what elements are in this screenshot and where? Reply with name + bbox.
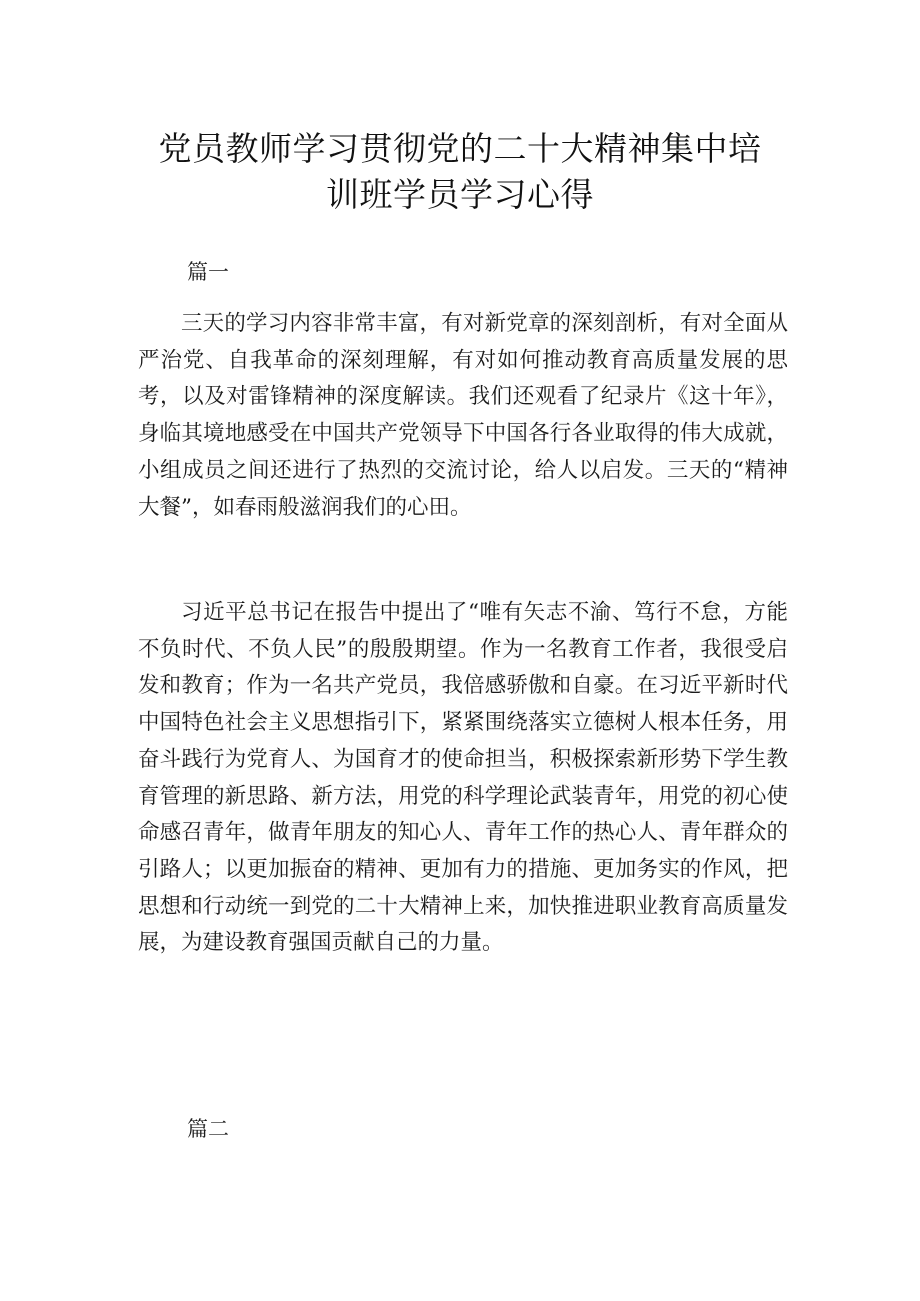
document-title-line-1: 党员教师学习贯彻党的二十大精神集中培 [158,129,762,168]
paragraph-1: 三天的学习内容非常丰富，有对新党章的深刻剖析，有对全面从严治党、自我革命的深刻理解，有对如何推动教育高质量发展的思考，以及对雷锋精神的深度解读。我们还观看了纪录片《这十年》，身临其境地感受在中国共产党领导下中国各行各业取得的伟大成就，小组成员之间还进行了热烈的交流讨论，给人以启发。三天的“精神大餐”，如春雨般滋润我们的心田。 [138,311,788,520]
section-label-1: 篇一 [187,260,229,284]
section-label-2: 篇二 [187,1117,229,1141]
paragraph-2: 习近平总书记在报告中提出了“唯有矢志不渝、笃行不怠，方能不负时代、不负人民”的殷殷期望。作为一名教育工作者，我很受启发和教育；作为一名共产党员，我倍感骄傲和自豪。在习近平新时代中国特色社会主义思想指引下，紧紧围绕落实立德树人根本任务，用奋斗践行为党育人、为国育才的使命担当，积极探索新形势下学生教育管理的新思路、新方法，用党的科学理论武装青年，用党的初心使命感召青年，做青年朋友的知心人、青年工作的热心人、青年群众的引路人；以更加振奋的精神、更加有力的措施、更加务实的作风，把思想和行动统一到党的二十大精神上来，加快推进职业教育高质量发展，为建设教育强国贡献自己的力量。 [138,600,788,956]
document-title-line-2: 训班学员学习心得 [326,175,594,214]
